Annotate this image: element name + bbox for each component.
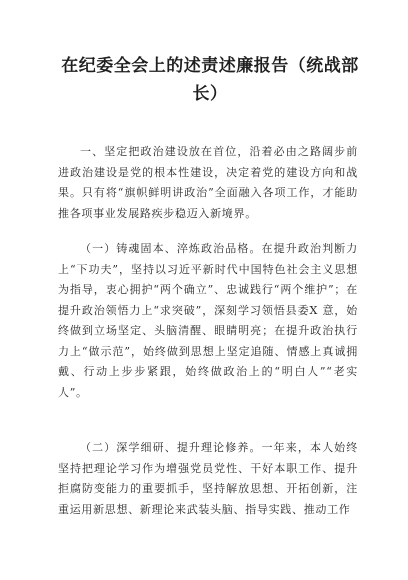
- paragraph-subsection-one: （一）铸魂固本、淬炼政治品格。在提升政治判断力上“下功夫”，坚持以习近平新时代中国特色社会主义思想为指导，衷心拥护“两个确立”、忠诚践行“两个维护”；在提升政治领悟力上“求突破”，深刻学习领悟县委X 意，始终做到立场坚定、头脑清醒、眼睛明亮；在提升政治执行力上“做示范”，始终做到思想上坚定追随、情感上真诚拥戴、行动上步步紧跟，始终做政治上的“明白人”“老实人”。: [58, 242, 358, 399]
- paragraph-section-one: 一、坚定把政治建设放在首位，沿着必由之路阔步前进政治建设是党的根本性建设，决定着党的建设方向和战果。只有将“旗帜鲜明讲政治”全面融入各项工作，才能助推各项事业发展路疾步稳迈入新境界。: [58, 145, 358, 220]
- paragraph-subsection-two: （二）深学细研、提升理论修养。一年来，本人始终坚持把理论学习作为增强党员党性、干好本职工作、提升拒腐防变能力的重要抓手，坚持解放思想、开拓创新，注重运用新思想、新理论来武装头脑、指导实践、推动工作: [58, 441, 358, 516]
- document-title: 在纪委全会上的述责述廉报告（统战部长）: [61, 56, 359, 104]
